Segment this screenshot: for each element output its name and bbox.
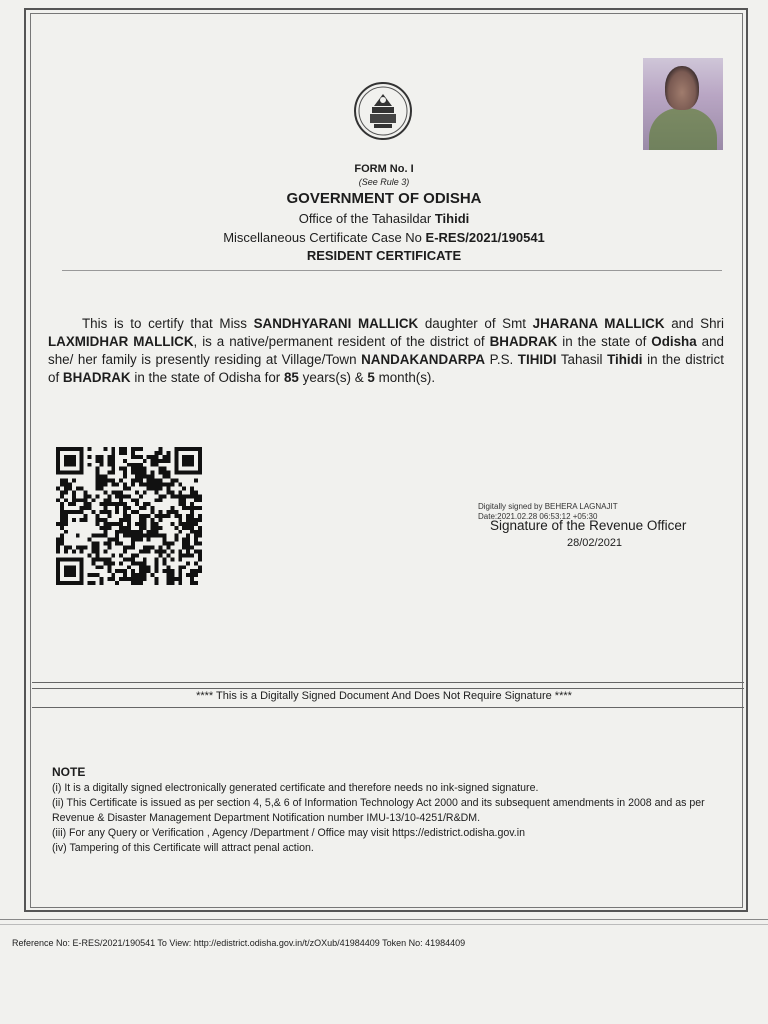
note-list bbox=[52, 781, 742, 856]
applicant-name: SANDHYARANI MALLICK bbox=[253, 316, 419, 331]
photo-head bbox=[665, 66, 699, 110]
body-text-3: and Shri bbox=[671, 316, 724, 331]
note-item: (iv) Tampering of this Certificate will attract penal action. bbox=[52, 842, 314, 854]
office-line bbox=[0, 211, 768, 226]
body-text-8: Tahasil bbox=[560, 352, 603, 367]
signature-date: 28/02/2021 bbox=[567, 537, 623, 549]
digital-signer: Digitally signed by BEHERA LAGNAJIT bbox=[478, 502, 618, 511]
district-name: BHADRAK bbox=[489, 334, 558, 349]
certificate-title: RESIDENT CERTIFICATE bbox=[306, 248, 462, 263]
certificate-body bbox=[48, 315, 724, 387]
signature-label: Signature of the Revenue Officer bbox=[490, 518, 687, 533]
see-rule: (See Rule 3) bbox=[358, 177, 410, 187]
office-prefix: Office of the Tahasildar bbox=[298, 211, 432, 226]
office-name: Tihidi bbox=[434, 211, 470, 226]
qr-code bbox=[55, 447, 203, 585]
photo-body bbox=[649, 108, 717, 150]
note-item: (ii) This Certificate is issued as per section 4, 5,& 6 of Information Technology Act 2000 and its subsequent amendments in 2008 and as per Revenue & Disaster Management Department Notification number IMU-13/10-4251/R&DM. bbox=[52, 797, 705, 824]
footer-rule-2 bbox=[0, 924, 768, 925]
body-text-7: P.S. bbox=[489, 352, 514, 367]
digital-sign-date: Date:2021.02.28 06:53:12 +05:30 bbox=[478, 512, 598, 521]
residence-years: 85 bbox=[283, 370, 299, 385]
note-item: (iii) For any Query or Verification , Agency /Department / Office may visit https://edistrict.odisha.gov.in bbox=[52, 827, 525, 839]
government-title: GOVERNMENT OF ODISHA bbox=[286, 190, 482, 207]
mother-name: JHARANA MALLICK bbox=[532, 316, 665, 331]
body-text-1: This is to certify that Miss bbox=[82, 316, 247, 331]
banner-rule-top bbox=[32, 682, 744, 683]
father-name: LAXMIDHAR MALLICK bbox=[48, 334, 194, 349]
reference-footer: Reference No: E-RES/2021/190541 To View: http://edistrict.odisha.gov.in/t/zOXub/41984409 Token No: 41984409 bbox=[12, 938, 466, 948]
tahasil-name: Tihidi bbox=[607, 352, 643, 367]
case-prefix: Miscellaneous Certificate Case No bbox=[223, 230, 422, 245]
body-text-2: daughter of Smt bbox=[424, 316, 526, 331]
district-name-2: BHADRAK bbox=[62, 370, 131, 385]
body-text-9: in the district of bbox=[48, 352, 724, 385]
footer-rule bbox=[0, 919, 768, 920]
case-line bbox=[0, 230, 768, 245]
note-item: (i) It is a digitally signed electronically generated certificate and therefore needs no ink-signed signature. bbox=[52, 782, 539, 794]
body-text-12: month(s). bbox=[378, 370, 436, 385]
residence-months: 5 bbox=[367, 370, 375, 385]
form-number: FORM No. I bbox=[354, 163, 414, 175]
body-text-11: years(s) & bbox=[302, 370, 364, 385]
body-text-5: in the state of bbox=[562, 334, 647, 349]
header-divider bbox=[62, 270, 722, 271]
state-name: Odisha bbox=[651, 334, 697, 349]
banner-rule-mid bbox=[32, 688, 744, 689]
banner-rule-bottom bbox=[32, 707, 744, 708]
body-text-10: in the state of Odisha for bbox=[134, 370, 281, 385]
applicant-photo bbox=[643, 58, 723, 150]
state-emblem-icon bbox=[352, 80, 414, 142]
village-name: NANDAKANDARPA bbox=[361, 352, 486, 367]
body-text-6: and she/ her family is presently residing at Village/Town bbox=[48, 334, 724, 367]
digital-signed-banner: **** This is a Digitally Signed Document And Does Not Require Signature **** bbox=[196, 690, 572, 702]
case-number: E-RES/2021/190541 bbox=[425, 230, 545, 245]
note-heading: NOTE bbox=[52, 765, 86, 779]
body-text-4: , is a native/permanent resident of the district of bbox=[193, 334, 485, 349]
police-station: TIHIDI bbox=[517, 352, 557, 367]
